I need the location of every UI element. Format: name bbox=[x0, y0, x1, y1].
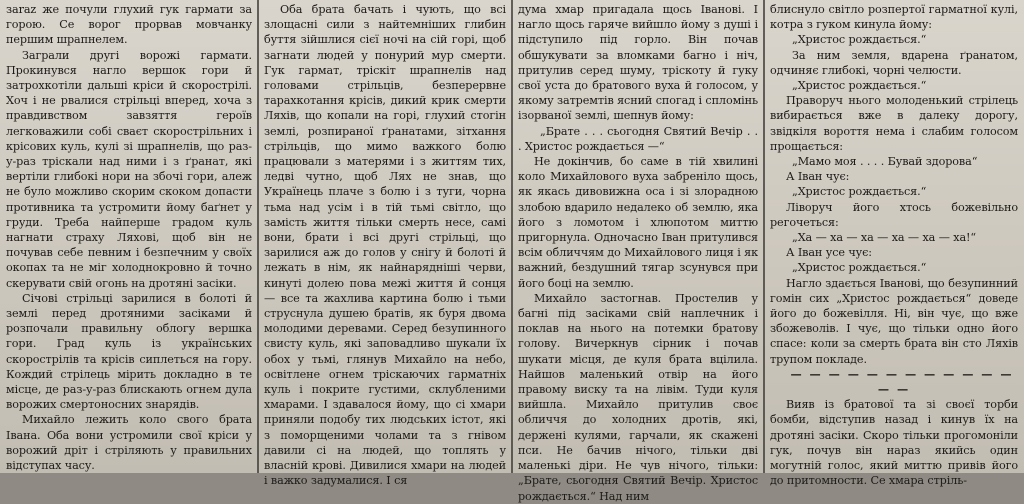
dialogue-line: „Христос рождається.“ bbox=[792, 261, 927, 275]
text-column-1 bbox=[0, 0, 258, 473]
paragraph: Січові стрільці зарилися в болоті й землі перед дротяними засіками й розпочали правильну облогу вершка гори. Град куль із українських скорострілів та крісів сиплеться на гору. Кождий стрілець мірить докладно в те місце, де раз-у-раз блискають огнем дула ворожих смертоносних знарядів. bbox=[6, 291, 252, 412]
dialogue-line: За ним земля, вдарена ґранатом, одчиняє глибокі, чорні челюсти. bbox=[770, 48, 1018, 77]
paragraph: А Іван усе чує: bbox=[786, 246, 872, 260]
dialogue-line: „Ха — ха — ха — ха — ха — ха!“ bbox=[792, 231, 977, 245]
text-column-2 bbox=[258, 0, 512, 488]
text-column-4 bbox=[764, 0, 1024, 488]
dialogue-line: „Мамо моя . . . . Бувай здорова“ bbox=[792, 155, 978, 169]
paragraph: дума хмар пригадала щось Іванові. І нагло щось гаряче вийшло йому з душі і підступило під горло. Він почав обшукувати за вломками багно і ніч, притулив серед шуму, тріскоту й гуку свої уста до братового вуха й голосом, у якому затремтів ясний спогад і спломінь ізорваної землі, шепнув йому: bbox=[518, 3, 759, 123]
paragraph: Михайло застогнав. Простелив у багні під засіками свій наплечник і поклав на нього на потемки братову голову. Вичеркнув сірник і почав шукати місця, де куля брата вцілила. Найшов маленький отвір на його правому виску та на лівім. Туди куля вийшла. Михайло притулив своє обличчя до холодних дротів, які, держені кулями, гарчали, як скажені пси. Не бачив нічого, тільки дві маленькі діри. Не чув нічого, тільки: „Брате, сьогодня Святий Вечір. Христос рождається.“ Над ним bbox=[518, 291, 758, 503]
paragraph: Праворуч нього молоденький стрілець вибирається вже в далеку дорогу, звідкіля вороття нема і слабим голосом прощається: bbox=[770, 94, 1018, 153]
paragraph: Михайло лежить коло свого брата Івана. Оба вони устромили свої кріси у ворожий дріт і стріляють у правильних відступах часу. bbox=[6, 413, 252, 473]
paragraph: блиснуло світло розпертої гарматної кулі, котра з гуком кинула йому: bbox=[770, 3, 1018, 32]
paragraph: Ліворуч його хтось божевільно регочеться: bbox=[770, 200, 1018, 229]
dialogue-line: „Христос рождається.“ bbox=[792, 79, 927, 93]
dialogue-line: „Христос рождається.“ bbox=[792, 33, 927, 47]
paragraph: Вияв із братової та зі своєї торби бомби, відступив назад і кинув їх на дротяні засіки. Скоро тільки прогомоніли гук, почув він нараз якийсь один могутній голос, який миттю привів його до притомности. Се хмара стріль- bbox=[770, 398, 1018, 488]
dialogue-line: „Брате . . . сьогодня Святий Вечір . . . Христос рождається —“ bbox=[518, 124, 758, 153]
paragraph: Нагло здається Іванові, що безупинний гомін сих „Христос рождається“ доведе його до божевілля. Ні, він чує, що вже збожеволів. І чує, що тільки одно його спасе: коли за смерть брата він сто Ляхів трупом покладе. bbox=[770, 276, 1018, 366]
paragraph: Заграли другі ворожі гармати. Прокинувся нагло вершок гори й затрохкотіли дальші кріси й скорострілі. Хоч і не рвалися стрільці вперед, хоча з правдивством завзяття героїв легковажили собі сваєт скорострільних і крісових куль, кулі зі шрапнелів, що раз-у-раз тріскали над ними і з ґранат, які вертіли глибокі нори на збочі гори, алеж не було можливо скорим скоком допасти противника та устромити йому баґнет у груди. Треба найперше градом куль нагнати страху Ляхові, щоб він не почував себе певним і безпечним у своїх окопах та не міг холоднокровно й точно скерувати свій огонь на дротяні засіки. bbox=[6, 48, 252, 290]
paragraph: А Іван чує: bbox=[786, 170, 850, 184]
dialogue-line: „Христос рождається.“ bbox=[792, 185, 927, 199]
paragraph: Оба брата бачать і чують, що всі злощасні сили з найтемніших глибин буття зійшлися сієї ночі на сій горі, щоб загнати людей у понурий мур смерти. Гук гармат, тріскіт шрапнелів над головами стрільців, безперервне тарахкотання крісів, дикий крик смерти Ляхів, що копали на горі, глухий стогін землі, розпираної ґранатами, зітхання стрільців, що мимо важкого болю працювали з матерями і з життям тих, ледві чутно, щоб Лях не знав, що Українець плаче з болю і з туги, чорна тьма над усім і в тій тьмі світло, що замість життя тільки смерть несе, самі вони, брати і всі другі стрільці, що зарилися аж до голов у снігу й болоті й лежать в нім, як найнарядніші черви, кинуті долею пова межі життя й сонця — все та жахлива картина болю і тьми струснула душею братів, як буря двома молодими деревами. Серед безупинного свисту куль, які заповадливо шукали їх обох у тьмі, глянув Михайло на небо, освітлене огнем тріскаючих гарматніх куль і покрите густими, склубленими хмарами. І здавалося йому, що сі хмари приняли подобу тих людських істот, які з поморщеними чолами та з гнівом давили сі на людей, що топлять у власній крові. Дивилися хмари на людей і важко задумалися. І ся bbox=[264, 3, 506, 488]
paragraph: заraz же почули глухий гук гармати за горою. Се ворог прорвав мовчанку першим шрапнелем. bbox=[6, 3, 252, 47]
paragraph: Не докінчив, бо саме в тій хвилині коло Михайлового вуха забреніло щось, як якась дивовижна оса і зі злорадною злобою вдарило недалеко об землю, яка його з ломотом і хлюпотом миттю пригорнула. Одночасно Іван притулився всім обличчям до Михайлового лиця і як важний, бездушний тягар зсунувся при його боці на землю. bbox=[518, 155, 758, 290]
text-column-3 bbox=[512, 0, 764, 503]
section-divider: — — — — — — — — — — — — — — bbox=[790, 366, 1014, 397]
